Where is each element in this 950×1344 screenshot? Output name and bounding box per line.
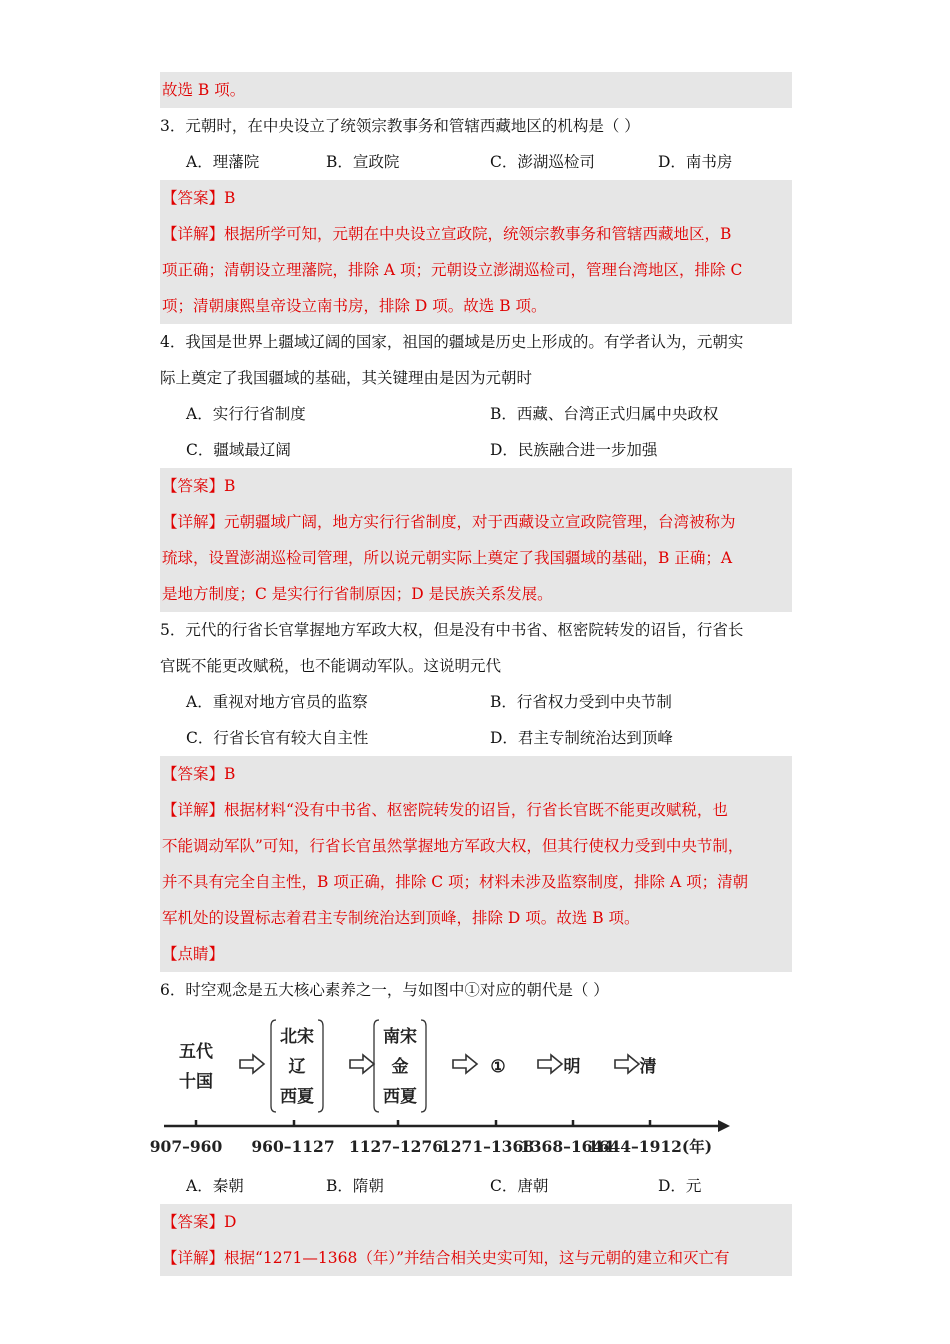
question-3-stem: 3．元朝时，在中央设立了统领宗教事务和管辖西藏地区的机构是（ ） — [160, 117, 640, 135]
timeline-stage-label: 西夏 — [383, 1087, 417, 1107]
q6-option-d: D．元 — [658, 1177, 702, 1195]
question-6-stem: 6．时空观念是五大核心素养之一，与如图中①对应的朝代是（ ） — [160, 981, 609, 999]
q5-detail-line: 军机处的设置标志着君主专制统治达到顶峰，排除 D 项。故选 B 项。 — [160, 900, 792, 936]
q3-detail-line: 项正确；清朝设立理藩院，排除 A 项；元朝设立澎湖巡检司，管理台湾地区，排除 C — [160, 252, 792, 288]
timeline-stage-label: 辽 — [288, 1057, 306, 1077]
timeline-bracket-left — [374, 1020, 379, 1112]
q5-detail-line: 【详解】根据材料“没有中书省、枢密院转发的诏旨，行省长官既不能更改赋税，也 — [160, 792, 792, 828]
question-5-options — [160, 720, 792, 756]
timeline-stage-label: 南宋 — [383, 1027, 417, 1047]
timeline-stage-label: ① — [490, 1057, 506, 1077]
question-5-options — [160, 684, 792, 720]
question-6-options — [160, 1168, 792, 1204]
timeline-arrow-icon — [538, 1055, 562, 1073]
q6-answer: 【答案】D — [160, 1204, 792, 1240]
answer-conclusion: 故选 B 项。 — [160, 72, 792, 108]
question-3-options — [160, 144, 792, 180]
q6-option-b: B．隋朝 — [326, 1177, 384, 1195]
timeline-period-label: 1644–1912(年) — [587, 1137, 713, 1156]
timeline-bracket-right — [318, 1020, 323, 1112]
q3-detail-line: 项；清朝康熙皇帝设立南书房，排除 D 项。故选 B 项。 — [160, 288, 792, 324]
timeline-period-label: 960–1127 — [251, 1137, 335, 1156]
timeline-arrow-icon — [615, 1055, 639, 1073]
timeline-axis-arrow-icon — [718, 1120, 730, 1132]
timeline-stage-label: 清 — [639, 1057, 657, 1077]
q5-comment: 【点睛】 — [160, 936, 792, 972]
timeline-bracket-left — [271, 1020, 276, 1112]
timeline-arrow-icon — [350, 1055, 374, 1073]
q3-detail-line: 【详解】根据所学可知，元朝在中央设立宣政院，统领宗教事务和管辖西藏地区，B — [160, 216, 792, 252]
timeline-arrow-icon — [240, 1055, 264, 1073]
question-5-stem: 5．元代的行省长官掌握地方军政大权，但是没有中书省、枢密院转发的诏旨，行省长 — [160, 621, 744, 639]
timeline-stage-label: 十国 — [179, 1072, 213, 1092]
timeline-bracket-right — [421, 1020, 426, 1112]
timeline-stage-label: 北宋 — [280, 1027, 314, 1047]
timeline-stage-label: 金 — [391, 1057, 409, 1077]
timeline-stage-label: 西夏 — [280, 1087, 314, 1107]
timeline-period-label: 1271–1368 — [439, 1137, 535, 1156]
timeline-svg — [149, 1008, 792, 1168]
q5-option-d: D．君主专制统治达到顶峰 — [490, 729, 673, 747]
q5-option-a: A．重视对地方官员的监察 — [186, 693, 368, 711]
q5-option-b: B．行省权力受到中央节制 — [490, 693, 672, 711]
timeline-arrow-icon — [453, 1055, 477, 1073]
q4-detail-line: 琉球，设置澎湖巡检司管理，所以说元朝实际上奠定了我国疆域的基础，B 正确；A — [160, 540, 792, 576]
q5-detail-line: 不能调动军队”可知，行省长官虽然掌握地方军政大权，但其行使权力受到中央节制， — [160, 828, 792, 864]
document-page — [149, 72, 792, 1276]
q4-detail-line: 【详解】元朝疆域广阔，地方实行行省制度，对于西藏设立宣政院管理，台湾被称为 — [160, 504, 792, 540]
q4-option-b: B．西藏、台湾正式归属中央政权 — [490, 405, 719, 423]
q4-detail-line: 是地方制度；C 是实行行省制原因；D 是民族关系发展。 — [160, 576, 792, 612]
timeline-period-label: 1127–1276 — [348, 1137, 444, 1156]
q4-option-a: A．实行行省制度 — [186, 405, 306, 423]
question-5-stem: 官既不能更改赋税，也不能调动军队。这说明元代 — [160, 657, 502, 675]
question-4-options — [160, 396, 792, 432]
dynasty-timeline-figure — [149, 1008, 792, 1168]
q6-detail-line: 【详解】根据“1271—1368（年）”并结合相关史实可知，这与元朝的建立和灭亡有 — [160, 1240, 792, 1276]
question-4-stem: 际上奠定了我国疆域的基础，其关键理由是因为元朝时 — [160, 369, 533, 387]
q3-option-a: A．理藩院 — [186, 153, 260, 171]
q5-detail-line: 并不具有完全自主性，B 项正确，排除 C 项；材料未涉及监察制度，排除 A 项；清朝 — [160, 864, 792, 900]
q5-answer: 【答案】B — [160, 756, 792, 792]
q4-answer: 【答案】B — [160, 468, 792, 504]
q3-option-d: D．南书房 — [658, 153, 733, 171]
q6-option-c: C．唐朝 — [490, 1177, 549, 1195]
q3-option-c: C．澎湖巡检司 — [490, 153, 595, 171]
timeline-period-label: 1368–1644 — [519, 1137, 615, 1156]
q6-option-a: A．秦朝 — [186, 1177, 244, 1195]
timeline-stage-label: 明 — [563, 1057, 581, 1077]
q3-option-b: B．宣政院 — [326, 153, 400, 171]
question-4-stem: 4．我国是世界上疆域辽阔的国家，祖国的疆域是历史上形成的。有学者认为，元朝实 — [160, 333, 744, 351]
q4-option-c: C．疆域最辽阔 — [186, 441, 291, 459]
q3-answer: 【答案】B — [160, 180, 792, 216]
timeline-period-label: 907–960 — [149, 1137, 223, 1156]
timeline-stage-label: 五代 — [179, 1042, 213, 1062]
q4-option-d: D．民族融合进一步加强 — [490, 441, 658, 459]
q5-option-c: C．行省长官有较大自主性 — [186, 729, 369, 747]
question-4-options — [160, 432, 792, 468]
